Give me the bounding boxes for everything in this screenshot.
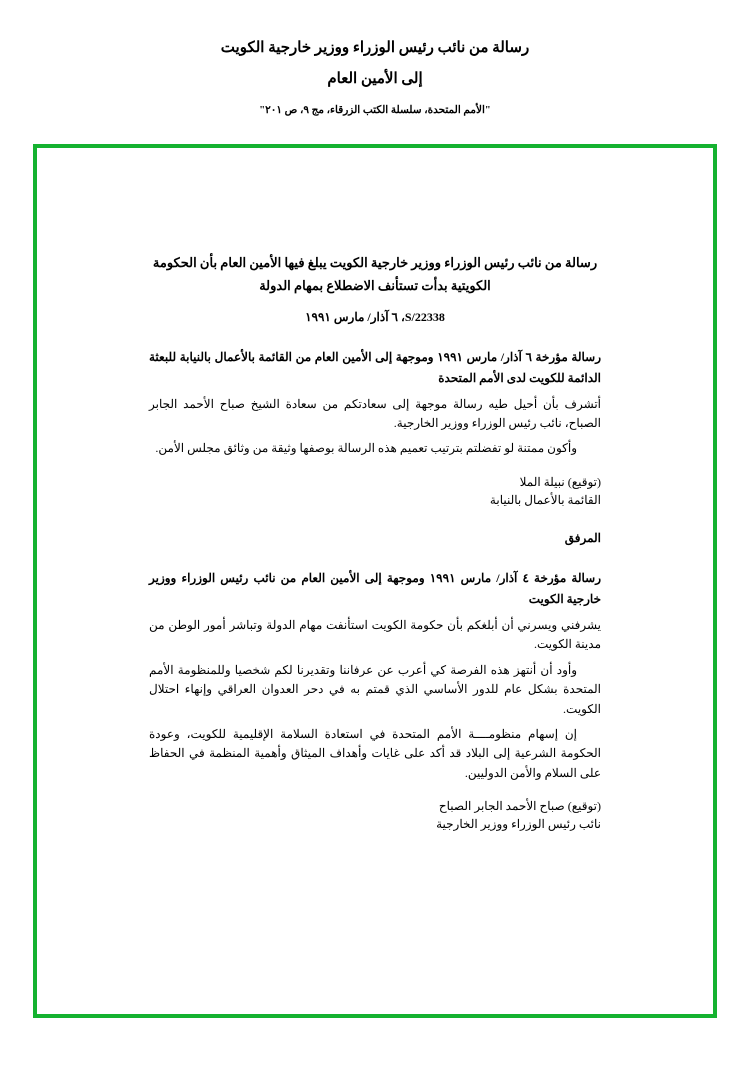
letter-one-lead: رسالة مؤرخة ٦ آذار/ مارس ١٩٩١ وموجهة إلى الأمين العام من القائمة بالأعمال بالنيابة للبعثة الدائمة للكويت لدى الأمم المتحدة <box>149 349 602 385</box>
document-body <box>37 148 713 1014</box>
header-title-line-1: رسالة من نائب رئيس الوزراء ووزير خارجية الكويت <box>220 40 530 56</box>
document-frame <box>33 144 717 1018</box>
letter-two-paragraph-3: إن إسهام منظومــــة الأمم المتحدة في استعادة السلامة الإقليمية للكويت، وعودة الحكومة الشرعية إلى البلاد قد أكد على غايات وأهداف الميثاق وأهمية المنظمة في الحفاظ على السلام والأمن الدوليين. <box>149 727 601 780</box>
letter-two <box>149 568 601 834</box>
header-title-line-2: إلى الأمين العام <box>327 71 423 87</box>
letter-two-paragraph-1: يشرفني ويسرني أن أبلغكم بأن حكومة الكويت استأنفت مهام الدولة وتباشر أمور الوطن من مدينة الكويت. <box>149 617 601 652</box>
document-symbol-and-date: S/22338، ٦ آذار/ مارس ١٩٩١ <box>305 309 445 324</box>
letter-one-signature-role: القائمة بالأعمال بالنيابة <box>489 492 601 507</box>
header-source-citation: "الأمم المتحدة، سلسلة الكتب الزرقاء، مج ٩، ص ٢٠١" <box>259 105 491 116</box>
letter-one-signature-name: (توقيع) نبيلة الملا <box>519 474 601 489</box>
letter-one <box>149 347 601 509</box>
letter-one-paragraph-2: وأكون ممتنة لو تفضلتم بترتيب تعميم هذه الرسالة بوصفها وثيقة من وثائق مجلس الأمن. <box>155 441 577 456</box>
letter-two-signature-name: (توقيع) صباح الأحمد الجابر الصباح <box>438 799 601 814</box>
letter-one-paragraph-1: أتشرف بأن أحيل طيه رسالة موجهة إلى سعادتكم من سعادة الشيخ صباح الأحمد الجابر الصباح، نائب رئيس الوزراء ووزير الخارجية. <box>149 396 601 430</box>
letter-two-lead: رسالة مؤرخة ٤ آذار/ مارس ١٩٩١ وموجهة إلى الأمين العام من نائب رئيس الوزراء ووزير خارجية الكويت <box>149 570 601 606</box>
letter-two-signature-role: نائب رئيس الوزراء ووزير الخارجية <box>436 817 601 832</box>
letter-two-signature <box>149 797 601 833</box>
document-title: رسالة من نائب رئيس الوزراء ووزير خارجية الكويت يبلغ فيها الأمين العام بأن الحكومة الكويتية بدأت تستأنف الاضطلاع بمهام الدولة <box>152 255 598 293</box>
letter-one-signature <box>149 473 601 509</box>
page-header <box>0 0 750 119</box>
annex-label: المرفق <box>564 530 601 545</box>
letter-two-paragraph-2: وأود أن أنتهز هذه الفرصة كي أعرب عن عرفاننا وتقديرنا لكم شخصيا وللمنظومة الأمم المتحدة بشكل عام للدور الأساسي الذي قمتم به في دحر العدوان العراقي وإنهاء احتلال الكويت. <box>149 662 601 716</box>
